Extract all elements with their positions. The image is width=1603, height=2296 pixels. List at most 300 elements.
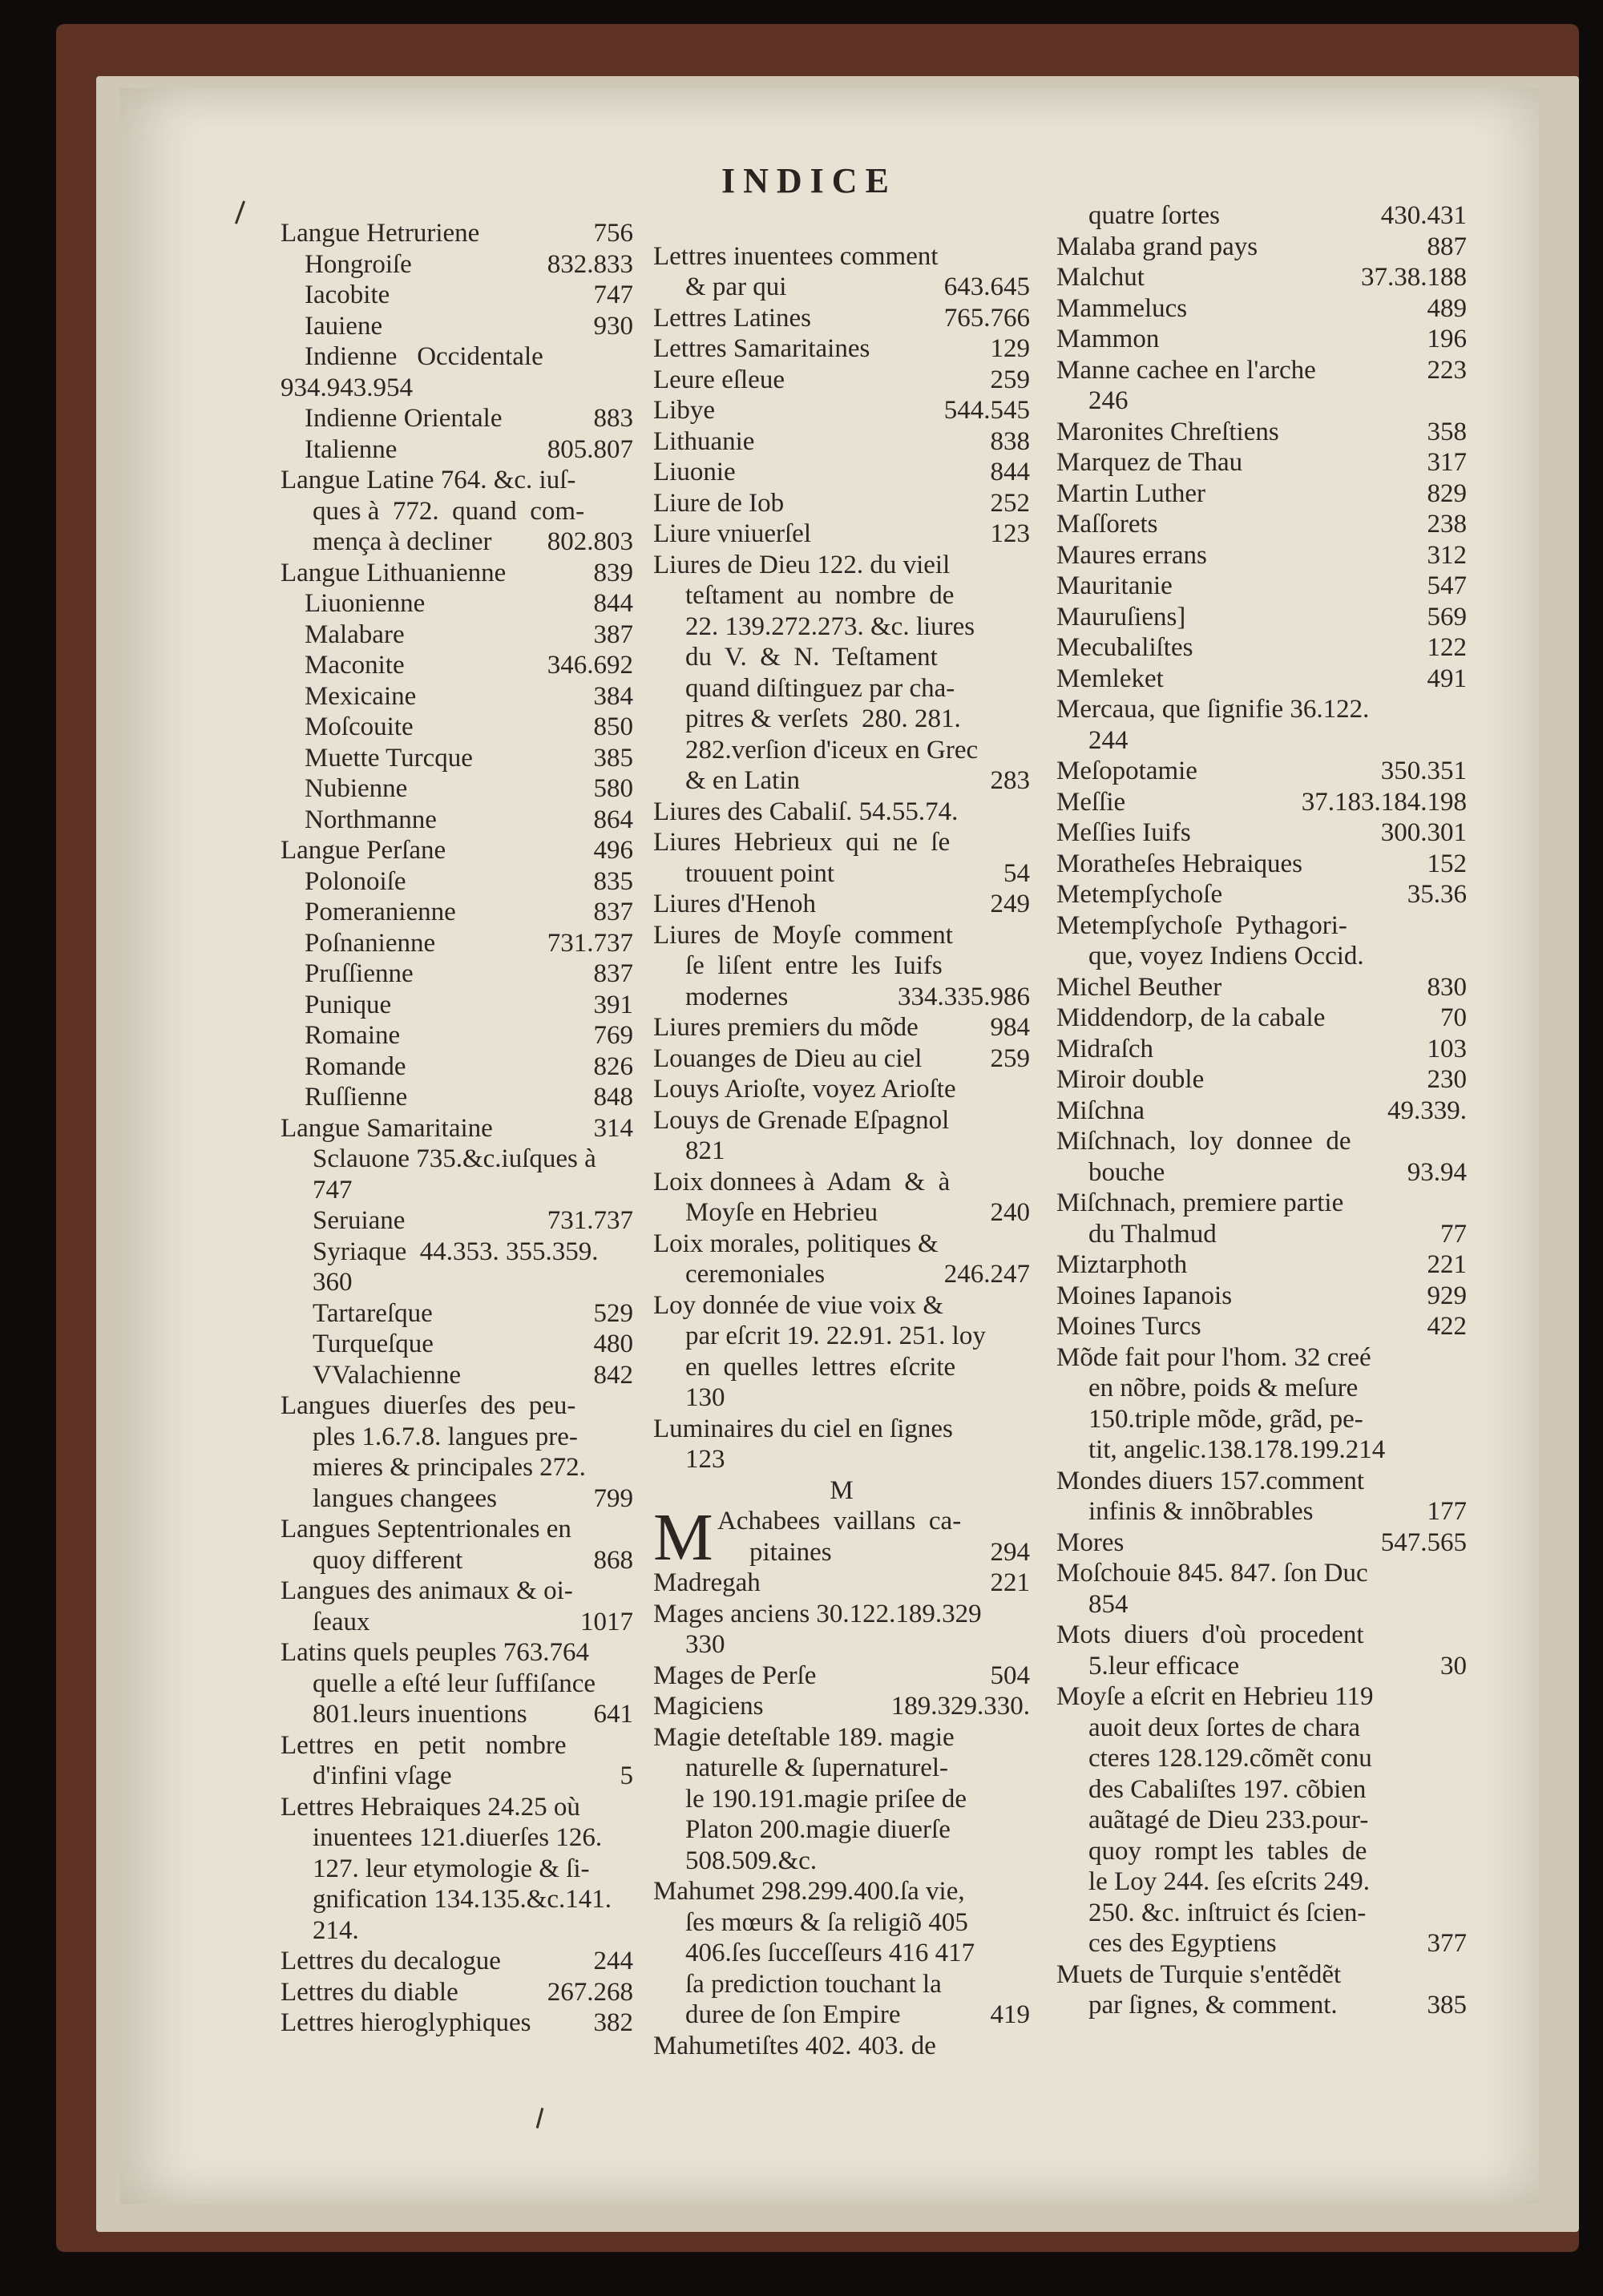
entry-text: Langues Septentrionales en xyxy=(281,1515,571,1543)
index-line xyxy=(281,218,633,249)
entry-text: en quelles lettres eſcrite xyxy=(685,1352,956,1382)
index-line xyxy=(1056,1342,1467,1374)
index-line xyxy=(281,249,633,280)
page-reference: 830 xyxy=(1427,972,1467,1002)
entry-text: Mauritanie xyxy=(1056,571,1173,600)
entry-text: Sclauone 735.&c.iuſques à xyxy=(313,1144,596,1173)
entry-text: M xyxy=(830,1475,854,1505)
entry-text: teſtament au nombre de xyxy=(685,581,955,610)
page-reference: 252 xyxy=(990,488,1030,518)
page-reference: 850 xyxy=(593,712,633,741)
index-line xyxy=(653,1444,1030,1475)
page-reference: 544.545 xyxy=(943,396,1030,425)
entry-text: Pruſſienne xyxy=(305,959,414,988)
page-reference: 848 xyxy=(593,1083,633,1112)
index-column-1 xyxy=(281,218,633,2039)
entry-text: auoit deux ſortes de chara xyxy=(1088,1713,1361,1742)
entry-text: Maronites Chreſtiens xyxy=(1056,417,1279,446)
index-line xyxy=(281,1637,633,1669)
index-line xyxy=(281,928,633,959)
entry-text: Northmanne xyxy=(305,805,437,834)
index-line xyxy=(653,765,1030,797)
index-line xyxy=(1056,1126,1467,1157)
index-line xyxy=(653,1722,1030,1753)
page-reference: 35.36 xyxy=(1407,880,1467,909)
index-line xyxy=(281,1422,633,1453)
page-reference: 223 xyxy=(1427,355,1467,385)
entry-text: Hongroiſe xyxy=(305,249,412,279)
page-reference: 177 xyxy=(1427,1497,1467,1526)
entry-text: Mages anciens 30.122.189.329 xyxy=(653,1599,982,1628)
page-reference: 385 xyxy=(593,743,633,773)
index-line xyxy=(1056,910,1467,942)
index-line xyxy=(281,1237,633,1268)
entry-text: Moyſe a eſcrit en Hebrieu 119 xyxy=(1056,1682,1374,1711)
page-reference: 312 xyxy=(1427,540,1467,570)
index-line xyxy=(1056,1188,1467,1219)
entry-text: Miſchna xyxy=(1056,1096,1145,1125)
entry-text: mença à decliner xyxy=(313,527,492,556)
index-line xyxy=(1056,817,1467,849)
entry-text: Indienne Orientale xyxy=(305,404,503,433)
index-line xyxy=(653,1259,1030,1290)
page-reference: 731.737 xyxy=(547,1206,633,1235)
entry-text: 821 xyxy=(685,1136,725,1165)
index-line xyxy=(653,1197,1030,1229)
index-line xyxy=(281,1452,633,1483)
entry-text: Latins quels peuples 763.764 xyxy=(281,1638,589,1667)
page-reference: 103 xyxy=(1427,1034,1467,1063)
index-line xyxy=(1056,694,1467,725)
entry-text: 123 xyxy=(685,1445,725,1474)
page-reference: 930 xyxy=(593,311,633,341)
index-line xyxy=(653,1105,1030,1136)
entry-text: VValachienne xyxy=(313,1360,462,1390)
index-line xyxy=(1056,1496,1467,1527)
index-line xyxy=(653,1999,1030,2031)
index-line xyxy=(281,1699,633,1730)
index-line xyxy=(281,866,633,898)
index-line xyxy=(653,395,1030,426)
page-reference: 267.268 xyxy=(547,1977,633,2007)
index-line xyxy=(281,1113,633,1144)
index-line xyxy=(281,1267,633,1298)
index-line xyxy=(281,1051,633,1083)
entry-text: ples 1.6.7.8. langues pre- xyxy=(313,1422,578,1451)
entry-text: 801.leurs inuentions xyxy=(313,1700,527,1729)
page-reference: 300.301 xyxy=(1380,818,1467,847)
entry-text: Lettres Latines xyxy=(653,303,812,333)
entry-text: quatre ſortes xyxy=(1088,201,1221,230)
entry-text: Nubienne xyxy=(305,774,408,803)
entry-text: Lettres du decalogue xyxy=(281,1947,501,1975)
entry-text: Liures d'Henoh xyxy=(653,890,816,918)
entry-text: Loix donnees à Adam & à xyxy=(653,1167,951,1196)
index-line xyxy=(1056,324,1467,355)
entry-text: Magiciens xyxy=(653,1692,764,1721)
entry-text: Meſopotamie xyxy=(1056,757,1197,785)
entry-text: Mores xyxy=(1056,1527,1125,1557)
entry-text: Libye xyxy=(653,396,715,425)
entry-text: Malabare xyxy=(305,619,405,649)
index-line xyxy=(281,1761,633,1792)
page-reference: 221 xyxy=(990,1568,1030,1597)
index-line xyxy=(281,1020,633,1051)
index-line xyxy=(281,1082,633,1113)
entry-text: Louys de Grenade Eſpagnol xyxy=(653,1105,950,1135)
entry-text: Miroir double xyxy=(1056,1065,1205,1094)
index-line xyxy=(1056,1249,1467,1281)
running-header: INDICE xyxy=(721,161,897,200)
index-line xyxy=(653,1753,1030,1784)
page-reference: 334.335.986 xyxy=(898,982,1030,1011)
index-line xyxy=(281,1576,633,1607)
entry-text: Mexicaine xyxy=(305,681,417,711)
page-reference: 384 xyxy=(593,681,633,711)
entry-text: Malchut xyxy=(1056,263,1145,292)
entry-text: Manne cachee en l'arche xyxy=(1056,355,1316,385)
page-reference: 152 xyxy=(1427,849,1467,878)
page-reference: 496 xyxy=(593,836,633,865)
page-reference: 747 xyxy=(593,280,633,309)
index-line xyxy=(653,457,1030,488)
entry-text: Michel Beuther xyxy=(1056,972,1222,1002)
entry-text: Iacobite xyxy=(305,280,390,309)
entry-text: quoy different xyxy=(313,1545,463,1575)
index-line xyxy=(1056,447,1467,478)
index-line xyxy=(1056,1620,1467,1651)
page-reference: 259 xyxy=(990,365,1030,394)
entry-text: Lettres Samaritaines xyxy=(653,334,870,363)
page-reference: 838 xyxy=(990,426,1030,456)
entry-text: ques à 772. quand com- xyxy=(313,496,585,526)
entry-text: quoy rompt les tables de xyxy=(1088,1836,1367,1866)
entry-text: Memleket xyxy=(1056,664,1164,693)
index-line xyxy=(281,527,633,558)
index-line xyxy=(281,1607,633,1638)
page-reference: 1017 xyxy=(580,1607,633,1636)
index-line xyxy=(1056,1003,1467,1034)
entry-text: par ſignes, & comment. xyxy=(1088,1991,1338,2020)
page-reference: 422 xyxy=(1427,1312,1467,1341)
index-line xyxy=(281,558,633,589)
page-reference: 569 xyxy=(1427,602,1467,632)
entry-text: Mammon xyxy=(1056,325,1160,353)
entry-text: Moines Iapanois xyxy=(1056,1281,1233,1310)
entry-text: Langues des animaux & oi- xyxy=(281,1576,573,1605)
entry-text: Langues diuerſes des peu- xyxy=(281,1391,576,1420)
index-line xyxy=(653,1012,1030,1043)
page-reference: 129 xyxy=(990,334,1030,363)
index-line xyxy=(281,1822,633,1854)
page-reference: 54 xyxy=(1003,858,1030,888)
page-reference: 929 xyxy=(1427,1281,1467,1310)
entry-text: Maconite xyxy=(305,651,405,680)
index-line xyxy=(281,650,633,681)
page-reference: 731.737 xyxy=(547,928,633,958)
index-line xyxy=(1056,1434,1467,1466)
page-reference: 844 xyxy=(593,589,633,618)
index-line xyxy=(653,1938,1030,1969)
entry-text: Mammelucs xyxy=(1056,293,1188,323)
index-line xyxy=(653,1814,1030,1846)
page-reference: 864 xyxy=(593,805,633,834)
entry-text: 282.verſion d'iceux en Grec xyxy=(685,735,979,765)
entry-text: des Cabaliſtes 197. cõbien xyxy=(1088,1774,1367,1804)
index-line xyxy=(281,496,633,527)
entry-text: 130 xyxy=(685,1383,725,1412)
index-line xyxy=(653,1321,1030,1352)
entry-text: infinis & innõbrables xyxy=(1088,1497,1314,1526)
index-line xyxy=(1056,725,1467,757)
entry-text: Liures des Cabaliſ. 54.55.74. xyxy=(653,797,959,826)
index-line xyxy=(281,434,633,466)
entry-text: Iauiene xyxy=(305,311,383,341)
entry-text: Moines Turcs xyxy=(1056,1312,1201,1341)
page-reference: 643.645 xyxy=(943,272,1030,301)
page-reference: 49.339. xyxy=(1387,1096,1467,1125)
index-line xyxy=(281,1854,633,1885)
index-line xyxy=(653,1136,1030,1167)
index-line xyxy=(281,1175,633,1206)
entry-text: pitres & verſets 280. 281. xyxy=(685,704,961,733)
entry-text: auãtagé de Dieu 233.pour- xyxy=(1088,1806,1369,1834)
entry-text: Malaba grand pays xyxy=(1056,232,1258,261)
entry-text: Liuonienne xyxy=(305,589,426,618)
index-line xyxy=(1056,385,1467,417)
index-line xyxy=(653,1382,1030,1414)
entry-text: ſe liſent entre les Iuifs xyxy=(685,951,943,980)
index-line xyxy=(1056,1836,1467,1867)
entry-text: Mahumet 298.299.400.ſa vie, xyxy=(653,1877,965,1906)
index-line xyxy=(653,1043,1030,1075)
entry-text: tit, angelic.138.178.199.214 xyxy=(1088,1435,1386,1464)
entry-text: Syriaque 44.353. 355.359. xyxy=(313,1237,599,1266)
index-line xyxy=(1056,1311,1467,1342)
entry-text: Langue Perſane xyxy=(281,836,446,865)
index-line xyxy=(281,1205,633,1237)
entry-text: Miſchnach, loy donnee de xyxy=(1056,1127,1351,1156)
index-line xyxy=(281,1915,633,1947)
entry-text: Ruſſienne xyxy=(305,1083,408,1112)
entry-text: Liuonie xyxy=(653,458,736,486)
index-line xyxy=(653,488,1030,519)
index-line xyxy=(653,920,1030,951)
page-reference: 419 xyxy=(990,2000,1030,2029)
entry-text: Achabees vaillans ca- xyxy=(717,1507,962,1535)
index-line xyxy=(281,835,633,866)
entry-text: Maures errans xyxy=(1056,540,1207,570)
entry-text: pitaines xyxy=(749,1537,832,1567)
page-reference: 826 xyxy=(593,1051,633,1081)
index-line xyxy=(653,642,1030,673)
entry-text: Maſſorets xyxy=(1056,510,1158,539)
index-line xyxy=(1056,1681,1467,1713)
entry-text: Seruiane xyxy=(313,1206,406,1235)
entry-text: trouuent point xyxy=(685,858,835,888)
entry-text: Liures premiers du mõde xyxy=(653,1013,919,1042)
page-reference: 189.329.330. xyxy=(890,1692,1030,1721)
index-line xyxy=(1056,1096,1467,1127)
index-line xyxy=(653,210,1030,241)
entry-text: cteres 128.129.cõmẽt conu xyxy=(1088,1744,1372,1773)
entry-text: Madregah xyxy=(653,1568,761,1597)
page-reference: 805.807 xyxy=(547,434,633,464)
page-reference: 802.803 xyxy=(547,527,633,556)
entry-text: quelle a eſté leur ſuffiſance xyxy=(313,1669,596,1698)
index-line xyxy=(1056,1404,1467,1435)
index-line xyxy=(1056,1866,1467,1898)
index-line xyxy=(281,1545,633,1576)
index-line xyxy=(1056,1219,1467,1250)
entry-text: Mercaua, que ſignifie 36.122. xyxy=(1056,695,1370,724)
index-line xyxy=(653,858,1030,890)
page-reference: 294 xyxy=(990,1537,1030,1567)
index-line xyxy=(281,619,633,651)
entry-text: Meſſies Iuifs xyxy=(1056,818,1191,847)
index-line xyxy=(1056,632,1467,664)
page-reference: 829 xyxy=(1427,478,1467,508)
entry-text: 360 xyxy=(313,1268,353,1297)
entry-text: Miztarphoth xyxy=(1056,1250,1188,1279)
entry-text: 5.leur efficace xyxy=(1088,1651,1240,1681)
entry-text: Lettres hieroglyphiques xyxy=(281,2008,531,2037)
index-line xyxy=(281,1390,633,1422)
index-line xyxy=(1056,1805,1467,1836)
entry-text: langues changees xyxy=(313,1483,497,1513)
index-line xyxy=(1056,1157,1467,1188)
index-line xyxy=(281,1669,633,1700)
index-line xyxy=(653,1846,1030,1877)
entry-text: 244 xyxy=(1088,725,1129,755)
entry-text: Miſchnach, premiere partie xyxy=(1056,1188,1344,1217)
page-reference: 832.833 xyxy=(547,249,633,279)
entry-text: par eſcrit 19. 22.91. 251. loy xyxy=(685,1322,986,1350)
drop-cap: M xyxy=(653,1500,713,1575)
entry-text: 250. &c. inſtruict és ſcien- xyxy=(1088,1898,1367,1927)
entry-text: Muets de Turquie s'entẽdẽt xyxy=(1056,1959,1342,1989)
index-line xyxy=(653,580,1030,611)
index-line xyxy=(653,1568,1030,1599)
index-line xyxy=(281,805,633,836)
page-reference: 491 xyxy=(1427,664,1467,693)
entry-text: ſeaux xyxy=(313,1607,370,1636)
index-line xyxy=(1056,1713,1467,1744)
page-reference: 259 xyxy=(990,1043,1030,1073)
entry-text: Moſcouite xyxy=(305,712,414,741)
index-line xyxy=(281,1298,633,1330)
entry-text: Muette Turcque xyxy=(305,743,473,773)
entry-text: Midraſch xyxy=(1056,1034,1153,1063)
entry-text: Indienne Occidentale xyxy=(305,342,543,371)
index-line xyxy=(1056,972,1467,1003)
page-reference: 314 xyxy=(593,1113,633,1143)
index-line xyxy=(1056,262,1467,293)
index-line xyxy=(1056,941,1467,972)
index-line xyxy=(653,1876,1030,1907)
page-reference: 387 xyxy=(593,619,633,649)
entry-text: modernes xyxy=(685,982,789,1011)
entry-text: Martin Luther xyxy=(1056,478,1206,508)
entry-text: Liures Hebrieux qui ne ſe xyxy=(653,828,951,857)
entry-text: le 190.191.magie priſee de xyxy=(685,1784,967,1814)
index-line xyxy=(653,550,1030,581)
index-line xyxy=(281,588,633,619)
page-reference: 984 xyxy=(990,1013,1030,1042)
index-line xyxy=(281,1329,633,1360)
page-reference: 350.351 xyxy=(1380,757,1467,785)
page-reference: 358 xyxy=(1427,417,1467,446)
index-line xyxy=(281,958,633,990)
page-reference: 238 xyxy=(1427,510,1467,539)
entry-text: 406.ſes ſucceſſeurs 416 417 xyxy=(685,1939,975,1967)
entry-text: Mages de Perſe xyxy=(653,1660,817,1690)
entry-text: Mondes diuers 157.comment xyxy=(1056,1466,1365,1495)
index-line xyxy=(1056,540,1467,571)
page-reference: 641 xyxy=(593,1700,633,1729)
entry-text: Lettres inuentees comment xyxy=(653,241,939,271)
entry-text: ces des Egyptiens xyxy=(1088,1929,1277,1958)
page-reference: 844 xyxy=(990,458,1030,486)
page-reference: 837 xyxy=(593,959,633,988)
index-line xyxy=(1056,1959,1467,1991)
index-line xyxy=(653,303,1030,334)
entry-text: duree de ſon Empire xyxy=(685,2000,901,2029)
entry-text: Moyſe en Hebrieu xyxy=(685,1198,878,1227)
index-line xyxy=(1056,1589,1467,1620)
page-reference: 283 xyxy=(990,766,1030,795)
entry-text: Mecubaliſtes xyxy=(1056,633,1193,662)
index-line xyxy=(1056,478,1467,510)
page-reference: 346.692 xyxy=(547,651,633,680)
page-reference: 221 xyxy=(1427,1250,1467,1279)
index-line xyxy=(1056,355,1467,386)
index-line xyxy=(281,2007,633,2039)
page-reference: 547.565 xyxy=(1380,1527,1467,1557)
entry-text: 747 xyxy=(313,1175,353,1204)
index-line xyxy=(1056,1743,1467,1774)
entry-text: Moratheſes Hebraiques xyxy=(1056,849,1302,878)
index-line xyxy=(653,1229,1030,1260)
index-line xyxy=(281,465,633,496)
page-reference: 883 xyxy=(593,404,633,433)
index-line xyxy=(281,1730,633,1761)
index-line xyxy=(1056,1651,1467,1682)
page-reference: 842 xyxy=(593,1360,633,1390)
entry-text: ceremoniales xyxy=(685,1260,826,1289)
index-line xyxy=(281,1792,633,1823)
index-line xyxy=(281,1483,633,1515)
page-reference: 839 xyxy=(593,558,633,587)
page-reference: 93.94 xyxy=(1407,1157,1467,1187)
index-line xyxy=(1056,571,1467,602)
page-reference: 799 xyxy=(593,1483,633,1513)
entry-text: Liures de Dieu 122. du vieil xyxy=(653,550,951,579)
index-line xyxy=(1056,602,1467,633)
index-line xyxy=(653,1784,1030,1815)
index-line xyxy=(281,773,633,805)
page-reference: 5 xyxy=(620,1761,633,1790)
page-reference: 30 xyxy=(1440,1651,1467,1681)
page-reference: 868 xyxy=(593,1545,633,1575)
entry-text: Mõde fait pour l'hom. 32 creé xyxy=(1056,1342,1371,1372)
entry-text: & en Latin xyxy=(685,766,800,795)
page-reference: 385 xyxy=(1427,1991,1467,2020)
entry-text: Romande xyxy=(305,1051,406,1081)
index-line xyxy=(653,2031,1030,2062)
index-line xyxy=(281,1514,633,1545)
index-line xyxy=(653,426,1030,458)
